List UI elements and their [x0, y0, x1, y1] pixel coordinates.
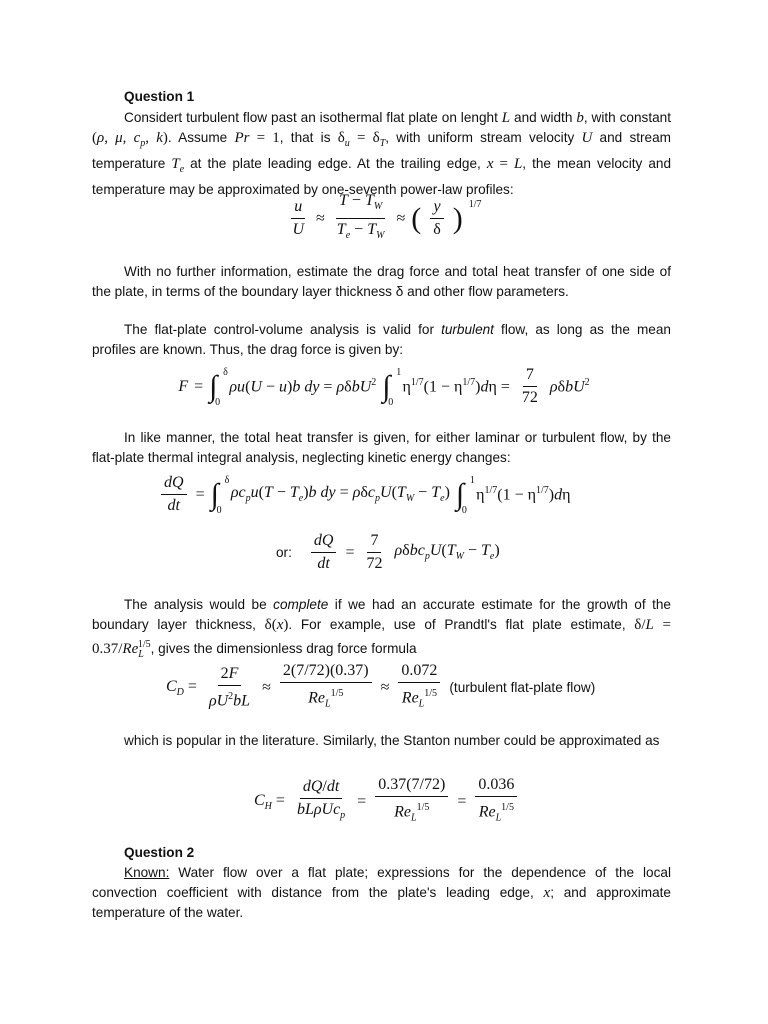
question-1-heading: Question 1	[124, 89, 195, 104]
heat-transfer-result-equation: or: $\frac{dQ}{dt}$ = $\frac{7}{72}$ $\rho\delta bc_pU(T_W - T_e)$	[276, 532, 500, 572]
q1-boundary-layer-paragraph: The analysis would be complete if we had an accurate estimate for the growth of the boundary layer thickness, δ(x). For example, use of Prandtl's flat plate estimate, $\delta/L = 0.37/Re_L^{1/5}$, gives the dimensionless drag force formula	[92, 597, 671, 660]
drag-force-equation: F = ∫ δ 0 ρu(U − u)b dy = ρδbU$^2$ ∫ 1 0 $\eta^{1/7}(1 - \eta^{1/7})d\eta$ = $\frac{7}{72}$ ρδbU$^2$	[178, 366, 590, 408]
turbulent-flat-plate-note: (turbulent flat-plate flow)	[449, 680, 596, 696]
drag-coefficient-equation: $C_D$ = $\frac{2F}{\rho U^2bL}$ ≈ $\frac{2(7/72)(0.37)}{Re_L^{1/5}}$ ≈ $\frac{0.072}{Re_L^{1/5}}$ (turbulent flat-plate flow)	[166, 662, 596, 710]
stanton-number-equation: $C_H$ = $\frac{dQ/dt}{bL\rho Uc_p}$ = $\frac{0.37(7/72)}{Re_L^{1/5}}$ = $\frac{0.036}{Re_L^{1/5}}$	[254, 776, 654, 828]
q1-intro-paragraph: Considert turbulent flow past an isothermal flat plate on lenght L and width b, with constant (ρ, μ, $c_p$, k). Assume Pr = 1, that is $\delta_u = \delta_T$, with uniform stream velocity U and stream temperature $T_e$ at the plate leading edge. At the trailing edge, x = L, the mean velocity and temperature may be approximated by one-seventh power-law profiles:	[92, 110, 672, 197]
q1-stanton-paragraph: which is popular in the literature. Similarly, the Stanton number could be approximated as	[124, 733, 660, 748]
power-law-profile-equation: $\frac{u}{U}$ ≈ $\frac{T - T_W}{T_e - T_W}$ ≈ ( $\frac{y}{\delta}$ ) $^{1/7}$	[292, 192, 482, 242]
q2-known-paragraph: Known: Water flow over a flat plate; expressions for the dependence of the local convection coefficient with distance from the plate's leading edge, x; and approximate temperature of the water.	[92, 865, 671, 920]
heat-transfer-integral-equation: $\frac{dQ}{dt}$ = ∫ δ 0 $\rho c_pu(T - T_e)b$ dy = $\rho\delta c_pU(T_W - T_e)$ ∫ 1 0 $\eta^{1/7}(1 - \eta^{1/7})d\eta$	[158, 474, 678, 515]
q1-task-paragraph: With no further information, estimate the drag force and total heat transfer of one side of the plate, in terms of the boundary layer thickness δ and other flow parameters.	[92, 264, 671, 299]
q1-heat-intro-paragraph: In like manner, the total heat transfer is given, for either laminar or turbulent flow, by the flat-plate thermal integral analysis, neglecting kinetic energy changes:	[92, 430, 671, 465]
question-2-heading: Question 2	[124, 845, 195, 860]
known-label: Known:	[124, 865, 170, 880]
q1-drag-intro-paragraph: The flat-plate control-volume analysis is valid for turbulent flow, as long as the mean profiles are known. Thus, the drag force is given by:	[92, 322, 671, 357]
